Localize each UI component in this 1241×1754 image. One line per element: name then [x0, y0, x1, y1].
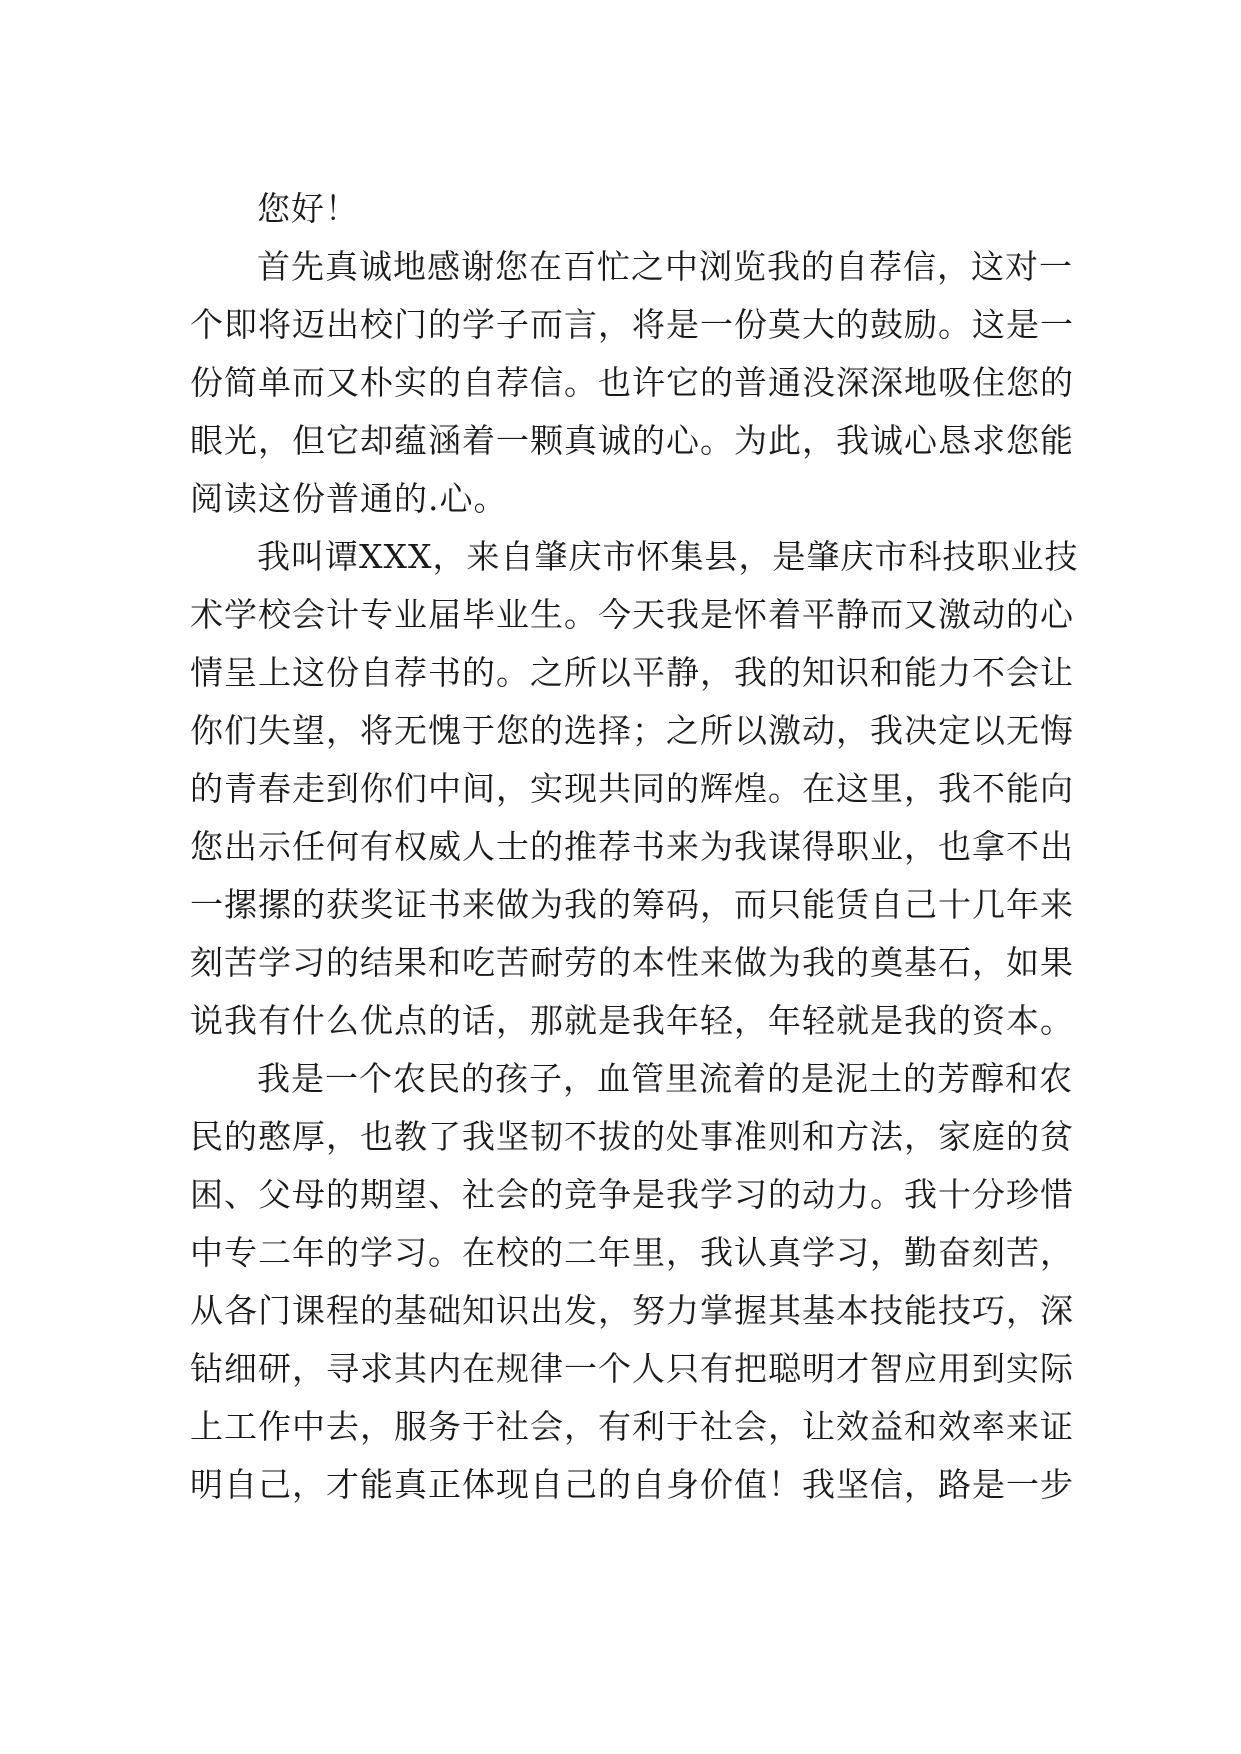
- paragraph-3-line: 明自己，才能真正体现自己的自身价值！我坚信，路是一步: [190, 1465, 1074, 1504]
- greeting-line: 您好！: [257, 189, 359, 228]
- paragraph-1-line: 首先真诚地感谢您在百忙之中浏览我的自荐信，这对一: [257, 247, 1073, 286]
- paragraph-3-line: 困、父母的期望、社会的竞争是我学习的动力。我十分珍惜: [190, 1175, 1074, 1214]
- paragraph-2-line: 术学校会计专业届毕业生。今天我是怀着平静而又激动的心: [190, 595, 1074, 634]
- paragraph-3-line: 上工作中去，服务于社会，有利于社会，让效益和效率来证: [190, 1407, 1074, 1446]
- paragraph-3-line: 民的憨厚，也教了我坚韧不拔的处事准则和方法，家庭的贫: [190, 1117, 1074, 1156]
- paragraph-1-line: 阅读这份普通的.心。: [190, 479, 508, 518]
- paragraph-2-line: 你们失望，将无愧于您的选择；之所以激动，我决定以无悔: [190, 711, 1074, 750]
- paragraph-1-line: 眼光，但它却蕴涵着一颗真诚的心。为此，我诚心恳求您能: [190, 421, 1074, 460]
- paragraph-2-line: 刻苦学习的结果和吃苦耐劳的本性来做为我的奠基石，如果: [190, 943, 1074, 982]
- paragraph-3-line: 钻细研，寻求其内在规律一个人只有把聪明才智应用到实际: [190, 1349, 1074, 1388]
- paragraph-1-line: 个即将迈出校门的学子而言，将是一份莫大的鼓励。这是一: [190, 305, 1074, 344]
- letter-body: [190, 180, 1079, 1514]
- paragraph-2-line: 我叫谭XXX，来自肇庆市怀集县，是肇庆市科技职业技: [257, 537, 1079, 576]
- paragraph-3-line: 我是一个农民的孩子，血管里流着的是泥土的芳醇和农: [257, 1059, 1073, 1098]
- paragraph-2-line: 一摞摞的获奖证书来做为我的筹码，而只能赁自己十几年来: [190, 885, 1074, 924]
- paragraph-1-line: 份简单而又朴实的自荐信。也许它的普通没深深地吸住您的: [190, 363, 1074, 402]
- paragraph-2-line: 情呈上这份自荐书的。之所以平静，我的知识和能力不会让: [190, 653, 1074, 692]
- paragraph-3-line: 从各门课程的基础知识出发，努力掌握其基本技能技巧，深: [190, 1291, 1074, 1330]
- paragraph-2-line: 您出示任何有权威人士的推荐书来为我谋得职业，也拿不出: [190, 827, 1074, 866]
- paragraph-2-line: 说我有什么优点的话，那就是我年轻，年轻就是我的资本。: [190, 1001, 1074, 1040]
- paragraph-2-line: 的青春走到你们中间，实现共同的辉煌。在这里，我不能向: [190, 769, 1074, 808]
- paragraph-3-line: 中专二年的学习。在校的二年里，我认真学习，勤奋刻苦，: [190, 1233, 1074, 1272]
